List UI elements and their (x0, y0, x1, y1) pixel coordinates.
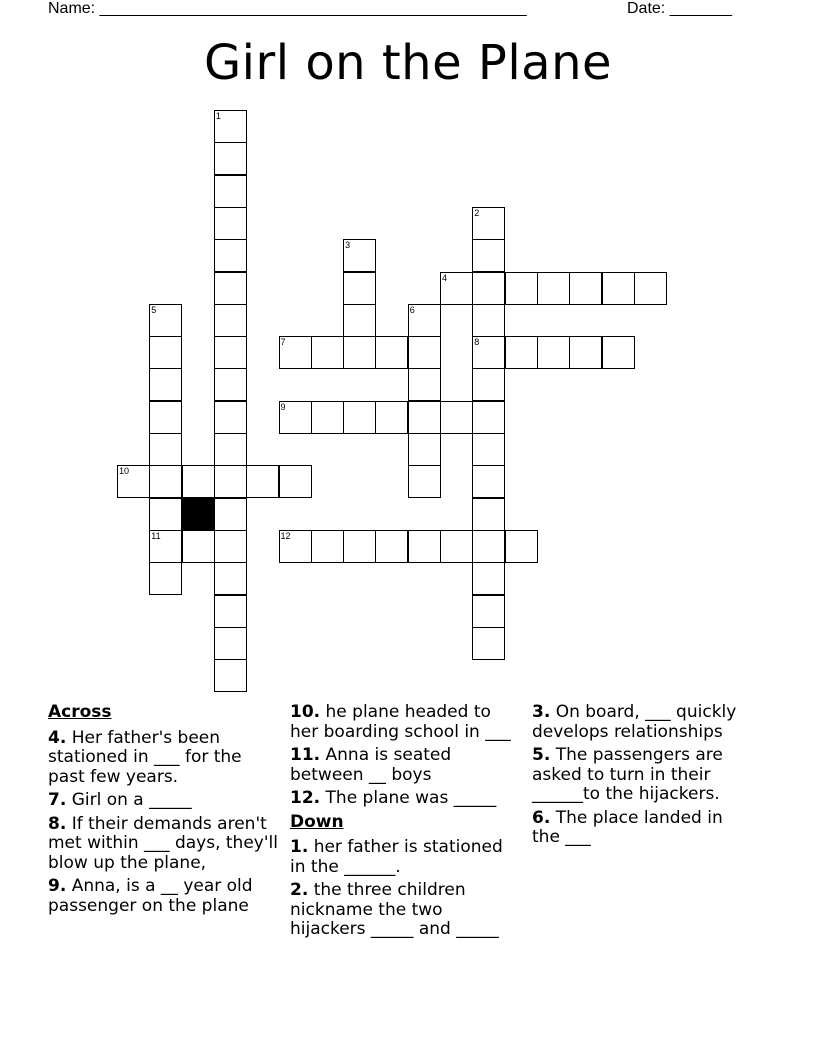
grid-cell[interactable] (408, 401, 441, 434)
grid-cell[interactable] (149, 368, 182, 401)
across-heading: Across (48, 702, 112, 722)
clue-number: 7 (280, 337, 286, 348)
clue-number: 9 (280, 401, 286, 412)
grid-cell[interactable] (214, 498, 247, 531)
clue-text: the three children nickname the two hijackers _____ and _____ (290, 880, 499, 939)
clue-number: 6 (409, 304, 415, 315)
clue-text: The passengers are asked to turn in their ______to the hijackers. (532, 745, 723, 804)
clue-item (290, 881, 520, 940)
clue-number-label: 5. (532, 745, 551, 765)
grid-cell[interactable] (408, 336, 441, 369)
clue-number-label: 7. (48, 790, 67, 810)
grid-cell[interactable] (343, 272, 376, 305)
clue-text: Her father's been stationed in ___ for the past few years. (48, 727, 242, 787)
clue-number: 8 (474, 337, 480, 348)
grid-cell[interactable] (375, 530, 408, 563)
grid-cell[interactable] (149, 498, 182, 531)
grid-cell[interactable] (505, 336, 538, 369)
grid-cell[interactable] (472, 433, 505, 466)
grid-cell[interactable] (343, 530, 376, 563)
clue-number-label: 6. (532, 807, 551, 828)
grid-cell[interactable] (149, 433, 182, 466)
grid-cell[interactable] (214, 595, 247, 628)
grid-cell[interactable] (472, 368, 505, 401)
clue-text: Anna, is a __ year old passenger on the plane (48, 876, 253, 916)
grid-cell[interactable] (472, 530, 505, 563)
clue-number: 1 (215, 111, 221, 121)
grid-cell[interactable] (343, 336, 376, 369)
clue-number-label: 9. (48, 876, 67, 896)
clue-text: he plane headed to her boarding school in ___ (290, 702, 511, 742)
grid-cell[interactable] (311, 336, 344, 369)
clue-item (290, 789, 520, 809)
clue-item (290, 838, 520, 877)
grid-cell[interactable] (408, 304, 441, 337)
clue-number-label: 12. (290, 788, 321, 808)
grid-cell[interactable] (440, 272, 473, 305)
grid-cell[interactable] (117, 465, 150, 498)
grid-cell[interactable] (214, 433, 247, 466)
grid-cell[interactable] (472, 304, 505, 337)
grid-cell[interactable] (537, 272, 570, 305)
grid-cell[interactable] (472, 627, 505, 660)
grid-cell[interactable] (569, 336, 602, 369)
clue-item (532, 809, 752, 848)
grid-cell[interactable] (214, 530, 247, 563)
clue-number-label: 11. (290, 745, 321, 765)
grid-cell[interactable] (472, 239, 505, 272)
grid-cell[interactable] (472, 562, 505, 595)
clue-number: 4 (442, 272, 448, 283)
clue-number: 5 (151, 304, 157, 315)
grid-cell[interactable] (569, 272, 602, 305)
grid-cell[interactable] (537, 336, 570, 369)
grid-cell[interactable] (214, 207, 247, 240)
grid-cell[interactable] (408, 530, 441, 563)
grid-cell[interactable] (214, 368, 247, 401)
grid-cell[interactable] (505, 530, 538, 563)
grid-cell[interactable] (472, 272, 505, 305)
grid-cell[interactable] (311, 530, 344, 563)
clue-item (290, 703, 520, 742)
down-heading: Down (290, 811, 344, 832)
clue-column-1 (48, 703, 278, 920)
grid-cell[interactable] (214, 142, 247, 175)
grid-cell[interactable] (440, 401, 473, 434)
clue-text: If their demands aren't met within ___ days, they'll blow up the plane, (48, 813, 278, 873)
clue-number: 12 (280, 530, 291, 541)
clue-number-label: 2. (290, 880, 309, 900)
grid-cell[interactable] (182, 465, 215, 498)
clue-text: Anna is seated between __ boys (290, 745, 452, 785)
grid-cell[interactable] (472, 498, 505, 531)
grid-cell[interactable] (505, 272, 538, 305)
grid-cell[interactable] (408, 433, 441, 466)
clue-text: On board, ___ quickly develops relationships (532, 702, 737, 742)
grid-cell[interactable] (343, 304, 376, 337)
grid-cell[interactable] (214, 239, 247, 272)
grid-cell[interactable] (279, 530, 312, 563)
down-clue-list (290, 838, 520, 940)
page-title: Girl on the Plane (203, 35, 613, 91)
grid-cell[interactable] (214, 562, 247, 595)
clue-number: 11 (151, 530, 161, 541)
grid-cell[interactable] (472, 465, 505, 498)
grid-cell[interactable] (408, 465, 441, 498)
grid-cell[interactable] (149, 401, 182, 434)
grid-cell[interactable] (472, 401, 505, 434)
clue-item (290, 746, 520, 785)
grid-cell[interactable] (214, 401, 247, 434)
clue-number-label: 3. (532, 702, 551, 722)
clue-number: 3 (345, 240, 351, 251)
grid-cell[interactable] (602, 336, 635, 369)
grid-cell[interactable] (634, 272, 667, 305)
grid-cell[interactable] (214, 336, 247, 369)
clue-number-label: 1. (290, 837, 309, 857)
grid-cell[interactable] (214, 659, 247, 692)
grid-cell[interactable] (214, 627, 247, 660)
clue-item (48, 877, 278, 916)
grid-cell[interactable] (279, 465, 312, 498)
grid-cell[interactable] (343, 239, 376, 272)
black-square (182, 498, 215, 531)
grid-cell[interactable] (279, 336, 312, 369)
grid-cell[interactable] (149, 304, 182, 337)
grid-cell[interactable] (182, 530, 215, 563)
clue-item (48, 729, 278, 788)
grid-cell[interactable] (149, 465, 182, 498)
across-clue-list (48, 729, 278, 917)
grid-cell[interactable] (440, 530, 473, 563)
grid-cell[interactable] (375, 401, 408, 434)
clue-text: The place landed in the ___ (532, 807, 723, 847)
clue-item (532, 703, 752, 742)
grid-cell[interactable] (343, 401, 376, 434)
grid-cell[interactable] (214, 110, 247, 143)
clue-item (532, 746, 752, 805)
clue-item (48, 791, 278, 811)
down-clue-list-continued (532, 703, 752, 848)
grid-cell[interactable] (214, 304, 247, 337)
clue-number: 2 (474, 207, 480, 218)
clue-column-3 (532, 703, 752, 852)
grid-cell[interactable] (246, 465, 279, 498)
grid-cell[interactable] (149, 562, 182, 595)
grid-cell[interactable] (279, 401, 312, 434)
grid-cell[interactable] (214, 465, 247, 498)
clue-number: 10 (119, 466, 130, 477)
clue-number-label: 4. (48, 727, 67, 748)
grid-cell[interactable] (472, 207, 505, 240)
clue-number-label: 8. (48, 813, 67, 834)
name-field-label: Name: ________________________________________________ (48, 0, 527, 17)
grid-cell[interactable] (214, 272, 247, 305)
grid-cell[interactable] (472, 595, 505, 628)
grid-cell[interactable] (408, 368, 441, 401)
grid-cell[interactable] (311, 401, 344, 434)
clue-text: Girl on a _____ (66, 790, 192, 810)
date-field-label: Date: _______ (627, 0, 732, 17)
clue-column-2 (290, 703, 520, 944)
grid-cell[interactable] (602, 272, 635, 305)
grid-cell[interactable] (375, 336, 408, 369)
clue-item (48, 815, 278, 874)
clue-text: The plane was _____ (320, 788, 497, 808)
grid-cell[interactable] (149, 530, 182, 563)
clue-number-label: 10. (290, 702, 321, 722)
clue-text: her father is stationed in the ______. (290, 837, 503, 877)
across-clue-list-continued (290, 703, 520, 809)
grid-cell[interactable] (214, 175, 247, 208)
grid-cell[interactable] (149, 336, 182, 369)
grid-cell[interactable] (472, 336, 505, 369)
